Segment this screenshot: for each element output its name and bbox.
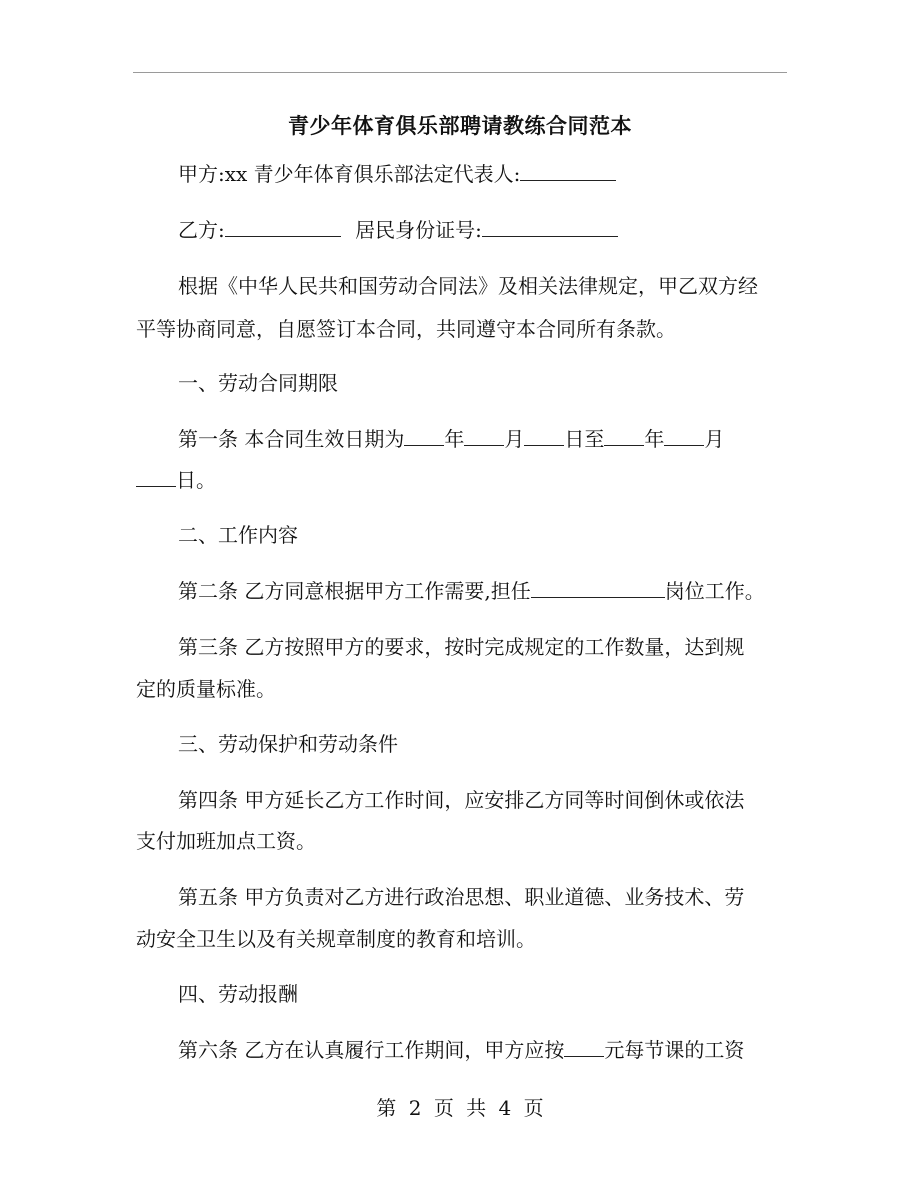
article-3-line-1: 第三条 乙方按照甲方的要求，按时完成规定的工作数量，达到规 [178,635,745,659]
intro-line-2: 平等协商同意，自愿签订本合同，共同遵守本合同所有条款。 [136,317,676,341]
article-3-line-2: 定的质量标准。 [136,677,276,701]
end-day-blank[interactable] [136,468,176,487]
wage-per-class-blank[interactable] [564,1038,604,1057]
party-a-label: 甲方:xx 青少年体育俱乐部法定代表人: [178,162,521,186]
party-b-id-label: 居民身份证号: [355,218,482,242]
article-4-line-1: 第四条 甲方延长乙方工作时间，应安排乙方同等时间倒休或依法 [178,788,745,812]
month-label-end: 月 [704,427,725,451]
page-number: 第 2 页 共 4 页 [376,1096,544,1120]
party-a-line [178,160,838,188]
start-year-blank[interactable] [404,427,444,446]
party-b-label: 乙方: [178,218,225,242]
article-6-line-1 [178,1036,838,1064]
end-year-blank[interactable] [604,427,644,446]
article-1-prefix: 第一条 本合同生效日期为 [178,427,405,451]
party-a-representative-blank[interactable] [520,162,616,181]
party-b-id-blank[interactable] [482,218,618,237]
section-heading-2: 二、工作内容 [178,523,298,547]
article-1-line-2 [136,466,796,494]
article-6-prefix: 第六条 乙方在认真履行工作期间，甲方应按 [178,1038,565,1062]
section-heading-1: 一、劳动合同期限 [178,371,338,395]
article-2-prefix: 第二条 乙方同意根据甲方工作需要,担任 [178,579,531,603]
header-rule [133,72,787,73]
article-2-suffix: 岗位工作。 [664,579,765,603]
section-heading-3: 三、劳动保护和劳动条件 [178,732,398,756]
day-end-label: 日。 [176,468,216,492]
section-heading-4: 四、劳动报酬 [178,982,298,1006]
position-blank[interactable] [531,579,665,598]
day-to-label: 日至 [564,427,605,451]
article-6-suffix: 元每节课的工资 [604,1038,745,1062]
party-b-line [178,216,838,244]
article-1-line-1 [178,425,838,453]
year-label-start: 年 [444,427,465,451]
party-b-name-blank[interactable] [225,218,341,237]
intro-line-1: 根据《中华人民共和国劳动合同法》及相关法律规定，甲乙双方经 [178,274,758,298]
end-month-blank[interactable] [664,427,704,446]
document-title: 青少年体育俱乐部聘请教练合同范本 [288,113,632,138]
article-2-line [178,577,838,605]
article-5-line-2: 动安全卫生以及有关规章制度的教育和培训。 [136,927,536,951]
month-label-start: 月 [504,427,525,451]
year-label-end: 年 [644,427,665,451]
article-4-line-2: 支付加班加点工资。 [136,829,316,853]
start-day-blank[interactable] [524,427,564,446]
article-5-line-1: 第五条 甲方负责对乙方进行政治思想、职业道德、业务技术、劳 [178,885,745,909]
start-month-blank[interactable] [464,427,504,446]
